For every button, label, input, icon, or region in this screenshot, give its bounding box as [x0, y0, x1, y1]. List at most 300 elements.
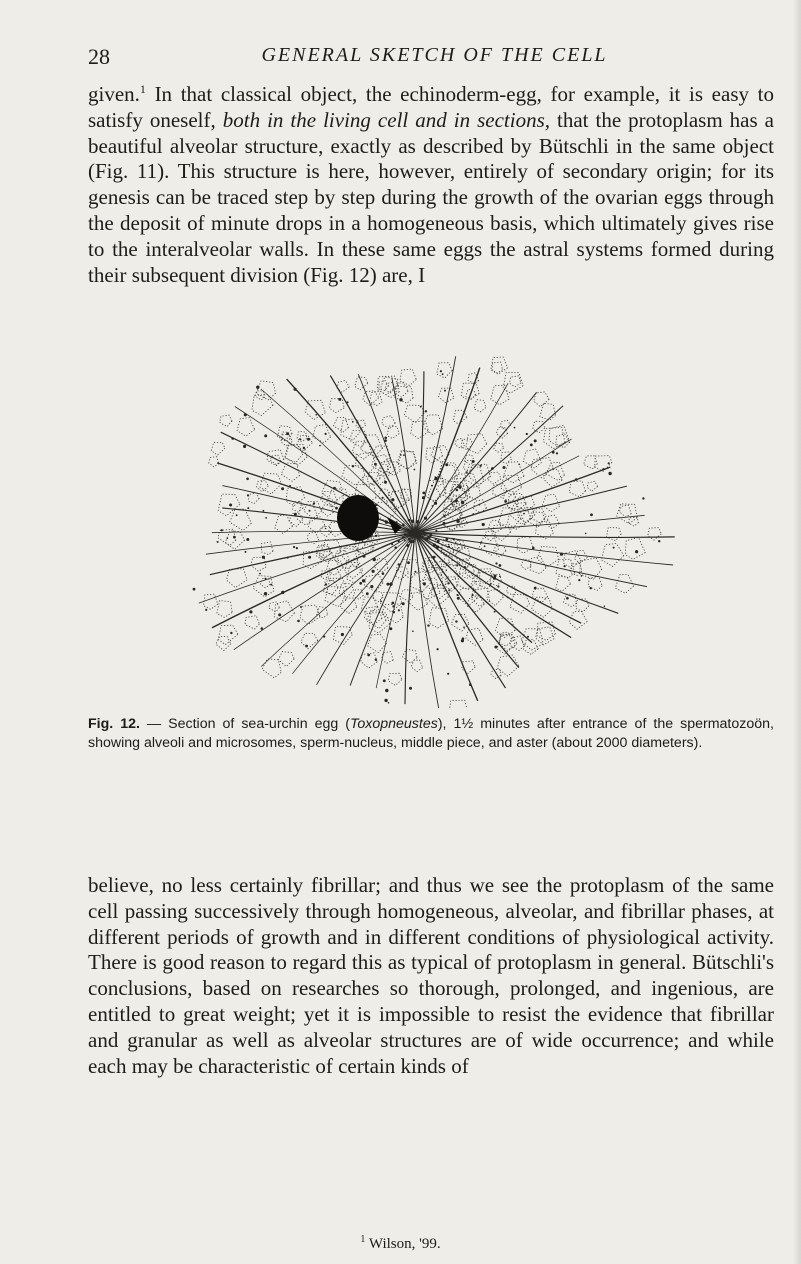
microsome	[362, 579, 365, 582]
alveolus	[278, 426, 293, 441]
microsome	[399, 398, 402, 401]
microsome	[396, 521, 398, 523]
microsome	[423, 582, 426, 585]
microsome	[398, 563, 400, 565]
microsome	[356, 566, 358, 568]
microsome	[435, 538, 437, 540]
microsome	[325, 583, 327, 585]
microsome	[469, 683, 472, 686]
footnote-text: Wilson, '99.	[365, 1236, 441, 1252]
alveolus	[368, 634, 387, 653]
microsome	[416, 520, 419, 523]
microsome	[575, 478, 578, 481]
microsome	[413, 531, 416, 534]
microsome	[484, 545, 486, 547]
microsome	[262, 556, 265, 559]
microsome	[482, 523, 485, 526]
microsome	[479, 465, 481, 467]
microsome	[384, 437, 387, 440]
microsome	[447, 673, 449, 675]
page-number: 28	[88, 44, 110, 69]
microsome	[490, 583, 492, 585]
paragraph-1-part-3: that the protoplasm has a beautiful alveolar structure, exactly as described by Bütschli in the same object (Fig. 11). This structure is here, however, entirely of secondary origin; for its genesis can be traced step by step during the growth of the ovarian eggs through the deposit of minute drops in a homogeneous basis, which ultimately gives rise to the interalveolar walls. In these same eggs the astral systems formed during their subsequent division (Fig. 12) are, I	[88, 107, 775, 287]
microsome	[384, 699, 387, 702]
microsome	[323, 636, 325, 638]
alveolus	[256, 381, 275, 400]
microsome	[445, 463, 448, 466]
alveolus	[498, 508, 521, 530]
microsome	[404, 540, 406, 542]
alveolus	[252, 395, 273, 416]
alveolus	[466, 487, 480, 500]
microsome	[464, 566, 466, 568]
alveolus	[278, 652, 294, 667]
astral-ray	[415, 533, 571, 638]
alveolus	[261, 542, 273, 555]
microsome	[391, 602, 394, 605]
alveolus	[313, 425, 331, 443]
microsome	[448, 546, 450, 548]
microsome	[526, 433, 528, 435]
microsome	[397, 540, 399, 542]
microsome	[427, 624, 429, 626]
microsome	[585, 533, 587, 535]
microsome	[581, 575, 583, 577]
microsome	[411, 533, 413, 535]
microsome	[480, 542, 482, 544]
microsome	[281, 591, 284, 594]
microsome	[443, 522, 446, 525]
microsome	[249, 610, 252, 613]
microsome	[436, 545, 439, 548]
alveolus	[536, 520, 554, 539]
microsome	[494, 646, 497, 649]
microsome	[370, 585, 373, 588]
astral-ray	[415, 533, 440, 708]
astral-ray	[376, 533, 415, 688]
alveolus	[501, 475, 522, 495]
astral-ray	[415, 406, 563, 533]
microsome	[270, 584, 272, 586]
microsome	[472, 460, 475, 463]
alveolus	[429, 608, 449, 628]
microsome	[635, 550, 638, 553]
alveolus	[510, 594, 530, 613]
microsome	[375, 659, 377, 661]
alveolus	[347, 566, 363, 583]
microsome	[445, 538, 448, 541]
alveolus	[492, 362, 503, 373]
microsome	[307, 438, 310, 441]
alveolus	[584, 456, 598, 469]
microsome	[308, 556, 311, 559]
sperm-nucleus	[337, 495, 379, 541]
microsome	[392, 611, 395, 614]
microsome	[422, 496, 425, 499]
microsome	[245, 551, 247, 553]
microsome	[552, 451, 555, 454]
microsome	[456, 564, 458, 566]
microsome	[590, 513, 593, 516]
microsome	[602, 468, 604, 470]
caption-part-1: — Section of sea-urchin egg (	[139, 716, 350, 732]
astral-ray	[415, 371, 424, 533]
microsome	[437, 540, 440, 543]
astral-ray	[212, 533, 415, 628]
microsome	[409, 687, 412, 690]
alveolus	[285, 445, 303, 463]
microsome	[263, 510, 265, 512]
microsome	[453, 538, 455, 540]
microsome	[233, 536, 236, 539]
alveolus	[227, 569, 248, 588]
alveolus	[379, 380, 389, 390]
alveolus	[230, 509, 252, 531]
microsome	[247, 507, 249, 509]
microsome	[278, 613, 281, 616]
alveolus	[489, 520, 502, 533]
microsome	[406, 544, 409, 547]
alveolus	[304, 501, 322, 518]
microsome	[411, 520, 414, 523]
microsome	[375, 535, 377, 537]
microsome	[408, 538, 411, 541]
astral-ray	[212, 531, 415, 533]
astral-ray	[415, 383, 508, 533]
alveolus	[617, 504, 638, 524]
microsome	[398, 609, 400, 611]
microsome	[642, 497, 644, 499]
microsome	[425, 410, 427, 412]
alveolus	[437, 363, 453, 378]
microsome	[534, 439, 537, 442]
microsome	[388, 702, 390, 704]
microsome	[434, 502, 437, 505]
alveolus	[411, 421, 429, 438]
microsome	[347, 401, 349, 403]
microsome	[382, 572, 385, 575]
alveolus	[625, 537, 645, 559]
alveolus	[325, 587, 346, 607]
microsome	[420, 406, 422, 408]
microsome	[457, 597, 460, 600]
alveolus	[281, 434, 293, 445]
alveolus	[461, 383, 479, 400]
alveolus	[387, 462, 401, 476]
microsome	[423, 530, 425, 532]
microsome	[338, 398, 341, 401]
microsome	[341, 633, 344, 636]
alveolus	[569, 611, 587, 629]
microsome	[247, 494, 249, 496]
alveolus	[428, 588, 449, 607]
microsome	[358, 564, 360, 566]
microsome	[299, 438, 301, 440]
microsome	[519, 464, 521, 466]
microsome	[403, 454, 405, 456]
microsome	[461, 501, 464, 504]
paragraph-1	[88, 82, 774, 288]
microsome	[246, 478, 249, 481]
alveolus	[286, 487, 305, 506]
microsome	[205, 609, 207, 611]
alveolus	[218, 625, 238, 645]
microsome	[514, 427, 516, 429]
alveolus	[209, 457, 219, 467]
alveolus	[399, 452, 417, 470]
alveolus	[267, 450, 284, 466]
alveolus	[349, 430, 367, 447]
alveolus	[537, 622, 555, 641]
microsome	[390, 627, 393, 630]
microsome	[432, 505, 434, 507]
alveolus	[411, 660, 423, 672]
microsome	[367, 654, 370, 657]
astral-ray	[292, 533, 415, 674]
microsome	[527, 636, 529, 638]
alveolus	[400, 369, 416, 386]
microsome	[294, 513, 297, 516]
microsome	[444, 390, 446, 392]
microsome	[256, 386, 259, 389]
microsome	[590, 587, 592, 589]
alveolus	[329, 399, 344, 413]
alveolus	[340, 598, 356, 613]
running-title: GENERAL SKETCH OF THE CELL	[261, 44, 608, 66]
microsome	[424, 517, 427, 520]
alveolus	[464, 455, 474, 465]
page-edge-shadow	[793, 0, 801, 1264]
microsome	[494, 611, 496, 613]
microsome	[504, 500, 507, 503]
alveolus	[523, 449, 541, 468]
alveolus	[237, 418, 255, 436]
alveolus	[262, 659, 281, 678]
alveolus	[382, 416, 395, 429]
microsome	[448, 589, 450, 591]
microsome	[385, 521, 388, 524]
alveolus	[458, 572, 476, 589]
microsome	[227, 538, 229, 540]
figure-caption	[88, 715, 774, 753]
microsome	[392, 605, 394, 607]
microsome	[507, 597, 509, 599]
microsome	[384, 481, 387, 484]
microsome	[402, 602, 405, 605]
paragraph-1-emphasis: both in the living cell and in sections,	[222, 107, 551, 132]
microsome	[230, 632, 232, 634]
microsome	[372, 570, 375, 573]
microsome	[391, 543, 393, 545]
microsome	[400, 454, 402, 456]
alveolus	[443, 501, 456, 514]
alveolus	[395, 386, 413, 403]
microsome	[335, 507, 338, 510]
microsome	[297, 620, 300, 623]
microsome	[452, 504, 454, 506]
microsome	[264, 592, 267, 595]
alveolus	[510, 376, 521, 387]
microsome	[458, 485, 461, 488]
microsome	[236, 514, 238, 516]
footnote-reference: 1	[139, 82, 146, 96]
microsome	[442, 373, 444, 375]
alveolus	[352, 441, 371, 459]
microsome	[383, 679, 386, 682]
alveolus	[601, 544, 623, 567]
alveolus	[249, 493, 260, 504]
microsome	[432, 556, 435, 559]
microsome	[319, 445, 321, 447]
microsome	[434, 477, 437, 480]
alveolus	[501, 420, 511, 430]
microsome	[495, 562, 497, 564]
microsome	[491, 467, 494, 470]
alveolus	[615, 575, 633, 594]
alveolus	[211, 442, 225, 455]
microsome	[410, 535, 412, 537]
alveolus	[370, 392, 383, 406]
microsome	[303, 447, 305, 449]
alveolus	[297, 431, 307, 441]
alveolus	[587, 481, 598, 491]
microsome	[578, 579, 580, 581]
alveolus	[204, 594, 218, 609]
microsome	[455, 499, 458, 502]
astral-ray	[415, 486, 627, 533]
alveolus	[225, 531, 244, 549]
microsome	[325, 528, 327, 530]
paragraph-1-part-2: In that classical object, the echinoderm-egg, for example, it is easy to satisfy oneself,	[88, 82, 774, 132]
alveolus	[620, 505, 632, 517]
alveolus	[503, 372, 523, 393]
microsome	[415, 535, 417, 537]
alveolus	[403, 649, 418, 663]
microsome	[435, 530, 437, 532]
microsome	[431, 485, 433, 487]
figure-label: Fig. 12.	[88, 716, 140, 732]
astral-ray	[222, 486, 415, 533]
alveolus	[220, 415, 232, 427]
alveolus	[451, 614, 469, 631]
astral-ray	[210, 533, 415, 575]
alveolus	[546, 515, 559, 529]
microsome	[456, 489, 458, 491]
microsome	[499, 576, 501, 578]
alveolus	[491, 385, 509, 405]
alveolus	[423, 415, 443, 435]
alveolus	[455, 473, 476, 492]
astral-ray	[261, 533, 415, 667]
microsome	[333, 487, 336, 490]
alveolus	[607, 527, 622, 540]
alveolus	[408, 591, 427, 610]
microsome	[402, 523, 405, 526]
microsome	[479, 504, 481, 506]
microsome	[287, 557, 289, 559]
microsome	[265, 517, 267, 519]
microsome	[359, 582, 362, 585]
microsome	[382, 497, 384, 499]
microsome	[472, 513, 474, 515]
footnote-marker: 1	[360, 1234, 366, 1245]
aster-illustration	[155, 328, 695, 708]
microsome	[294, 388, 297, 391]
alveolus	[629, 517, 639, 526]
microsome	[418, 531, 421, 534]
caption-part-2: ), 1½ minutes after entrance of the spermatozoön, showing alveoli and microsomes, sperm-nucleus, middle piece, and aster (about 2000 diameters).	[88, 716, 774, 751]
alveolus	[466, 628, 483, 645]
alveolus	[466, 434, 487, 454]
microsome	[264, 434, 267, 437]
microsome	[243, 445, 246, 448]
microsome	[608, 472, 611, 475]
footnote	[0, 1234, 801, 1253]
microsome	[455, 620, 457, 622]
microsome	[556, 452, 558, 454]
microsome	[404, 533, 407, 536]
microsome	[246, 538, 249, 541]
microsome	[261, 627, 264, 630]
microsome	[503, 466, 506, 469]
microsome	[384, 439, 387, 442]
alveolus	[455, 439, 465, 449]
microsome	[293, 546, 295, 548]
caption-species: Toxopneustes	[350, 716, 438, 732]
astral-ray	[206, 533, 415, 554]
microsome	[608, 462, 610, 464]
alveolus	[494, 443, 504, 452]
microsome	[380, 601, 382, 603]
microsome	[231, 437, 234, 440]
microsome	[259, 573, 261, 575]
microsome	[309, 510, 311, 512]
astral-ray	[405, 533, 415, 704]
astral-ray	[415, 533, 506, 688]
microsome	[352, 421, 354, 423]
microsome	[385, 689, 388, 692]
microsome	[193, 588, 196, 591]
alveolus	[388, 673, 401, 685]
alveolus	[253, 576, 274, 597]
microsome	[296, 547, 298, 549]
paragraph-2: believe, no less certainly fibrillar; and thus we see the protoplasm of the same cell passing successively through homogeneous, alveolar, and fibrillar phases, at different periods of growth and in different conditions of physiological activity. There is good reason to regard this as typical of protoplasm in general. Bütschli's conclusions, based on researches so thorough, prolonged, and ingenious, are entitled to great weight; yet it is impossible to resist the evidence that fibrillar and granular as well as alveolar structures are of wide occurrence; and while each may be characteristic of certain kinds of	[88, 873, 774, 1078]
microsome	[363, 555, 366, 558]
microsome	[407, 561, 410, 564]
microsome	[560, 553, 563, 556]
microsome	[412, 540, 415, 543]
microsome	[221, 529, 223, 531]
alveolus	[404, 405, 424, 423]
microsome	[463, 626, 465, 628]
alveolus	[245, 616, 259, 630]
microsome	[389, 582, 392, 585]
microsome	[604, 606, 606, 608]
microsome	[421, 536, 423, 538]
microsome	[415, 528, 417, 530]
microsome	[497, 585, 499, 587]
alveolus	[576, 599, 589, 612]
microsome	[456, 594, 458, 596]
alveolus	[493, 484, 507, 498]
microsome	[315, 414, 317, 416]
microsome	[493, 577, 496, 580]
microsome	[443, 515, 445, 517]
alveolus	[361, 435, 383, 457]
alveolus	[355, 377, 368, 390]
microsome	[394, 546, 397, 549]
alveolus	[217, 601, 232, 618]
